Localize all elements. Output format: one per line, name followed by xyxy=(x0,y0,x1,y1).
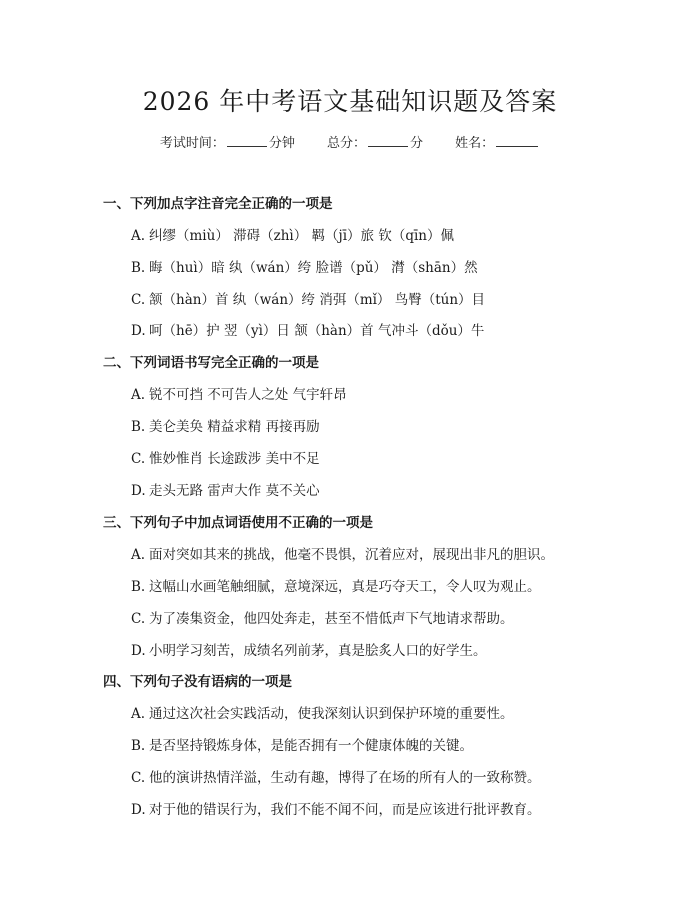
question-1-option-a xyxy=(131,224,454,244)
option-letter: B. xyxy=(131,579,146,595)
student-name-field xyxy=(455,132,540,151)
question-2-title: 二、下列词语书写完全正确的一项是 xyxy=(103,355,319,371)
question-4-option-d xyxy=(131,798,541,818)
option-text: 为了凑集资金，他四处奔走，甚至不惜低声下气地请求帮助。 xyxy=(149,611,514,627)
question-3-title: 三、下列句子中加点词语使用不正确的一项是 xyxy=(103,515,373,531)
option-letter: A. xyxy=(131,706,146,722)
option-letter: A. xyxy=(131,228,146,244)
student-name-label: 姓名： xyxy=(455,136,495,151)
exam-time-unit: 分钟 xyxy=(268,136,295,151)
option-letter: C. xyxy=(131,292,146,308)
option-text: 呵（hē）护 翌（yì）日 颔（hàn）首 气冲斗（dǒu）牛 xyxy=(149,323,485,339)
question-4-option-c xyxy=(131,766,541,786)
option-letter: B. xyxy=(131,260,146,276)
option-text: 惟妙惟肖 长途跋涉 美中不足 xyxy=(149,451,320,467)
total-score-label: 总分： xyxy=(326,136,366,151)
question-2-option-a xyxy=(131,383,347,403)
question-3-option-a xyxy=(131,543,554,563)
option-text: 这幅山水画笔触细腻，意境深远，真是巧夺天工，令人叹为观止。 xyxy=(149,579,541,595)
option-text: 美仑美奂 精益求精 再接再励 xyxy=(149,419,320,435)
exam-time-field xyxy=(160,132,295,151)
option-letter: C. xyxy=(131,611,146,627)
option-text: 他的演讲热情洋溢，生动有趣，博得了在场的所有人的一致称赞。 xyxy=(149,770,541,786)
question-1-title: 一、下列加点字注音完全正确的一项是 xyxy=(103,196,333,212)
question-4-title: 四、下列句子没有语病的一项是 xyxy=(103,674,292,690)
option-text: 晦（huì）暗 纨（wán）绔 脸谱（pǔ） 潸（shān）然 xyxy=(149,260,478,276)
option-text: 走头无路 雷声大作 莫不关心 xyxy=(149,483,320,499)
option-text: 通过这次社会实践活动，使我深刻认识到保护环境的重要性。 xyxy=(149,706,514,722)
option-text: 对于他的错误行为，我们不能不闻不问，而是应该进行批评教育。 xyxy=(149,802,541,818)
option-letter: C. xyxy=(131,770,146,786)
option-letter: B. xyxy=(131,419,146,435)
option-letter: D. xyxy=(131,483,146,499)
option-letter: A. xyxy=(131,387,146,403)
question-2-option-c xyxy=(131,447,320,467)
question-3-option-c xyxy=(131,607,514,627)
question-1-option-b xyxy=(131,256,478,276)
option-letter: A. xyxy=(131,547,146,563)
total-score-blank xyxy=(368,134,408,147)
question-1-option-d xyxy=(131,319,484,339)
option-letter: C. xyxy=(131,451,146,467)
student-name-blank xyxy=(496,134,538,147)
option-text: 小明学习刻苦，成绩名列前茅，真是脍炙人口的好学生。 xyxy=(149,643,487,659)
option-text: 颔（hàn）首 纨（wán）绔 消弭（mǐ） 鸟臀（tún）目 xyxy=(149,292,486,308)
option-text: 锐不可挡 不可告人之处 气宇轩昂 xyxy=(149,387,347,403)
question-3-option-d xyxy=(131,639,487,659)
option-letter: D. xyxy=(131,643,146,659)
question-3-option-b xyxy=(131,575,541,595)
question-2-option-d xyxy=(131,479,320,499)
exam-time-blank xyxy=(227,134,267,147)
option-text: 纠缪（miù） 滞碍（zhì） 羁（jī）旅 钦（qīn）佩 xyxy=(149,228,454,244)
question-4-option-a xyxy=(131,702,514,722)
question-2-option-b xyxy=(131,415,320,435)
option-text: 面对突如其来的挑战，他毫不畏惧，沉着应对，展现出非凡的胆识。 xyxy=(149,547,554,563)
question-4-option-b xyxy=(131,734,473,754)
question-1-option-c xyxy=(131,288,485,308)
total-score-unit: 分 xyxy=(410,136,424,151)
exam-meta xyxy=(0,132,700,151)
option-letter: B. xyxy=(131,738,146,754)
option-letter: D. xyxy=(131,323,146,339)
option-text: 是否坚持锻炼身体，是能否拥有一个健康体魄的关键。 xyxy=(149,738,473,754)
total-score-field xyxy=(327,132,423,151)
option-letter: D. xyxy=(131,802,146,818)
page-title: 2026 年中考语文基础知识题及答案 xyxy=(142,87,558,116)
exam-time-label: 考试时间： xyxy=(159,136,225,151)
